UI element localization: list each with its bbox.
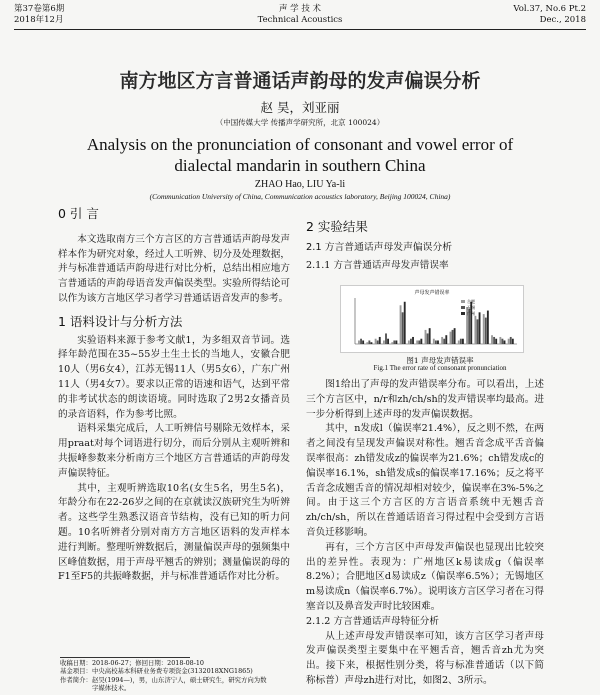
bar-广州-8	[429, 328, 431, 344]
bar-广州-17	[504, 340, 506, 344]
journal-name-en: Technical Acoustics	[257, 15, 343, 25]
bar-无锡-4	[393, 340, 395, 344]
subsection-2-1-1-heading: 2.1.1 方言普通话声母发声错误率	[306, 259, 449, 271]
footnote-author-cont: 字媒体技术。	[92, 684, 131, 693]
bar-无锡-3	[385, 333, 387, 344]
bar-无锡-9	[435, 340, 437, 344]
bar-合肥-1	[366, 342, 368, 344]
bar-合肥-15	[483, 314, 485, 344]
bar-无锡-7	[418, 340, 420, 344]
section-2-heading: 2 实验结果	[306, 219, 368, 234]
header-right	[513, 4, 586, 26]
legend-swatch-2	[461, 312, 465, 315]
bar-合肥-10	[441, 337, 443, 344]
bar-无锡-6	[410, 339, 412, 344]
subsection-2-1-2-heading: 2.1.2 方言普通话声母特征分析	[306, 615, 439, 627]
legend-swatch-0	[461, 300, 465, 303]
chart-title: 声母发声错误率	[414, 290, 450, 296]
figure-1-chart	[340, 285, 524, 353]
bar-广州-16	[495, 339, 497, 344]
result-paragraph-4: 从上述声母发声错误率可知，该方言区学习者声母发声偏误类型主要集中在平翘舌音，翘舌音zh尤为突出。接下来，根据性别分类，将与标准普通话（以下简称标普）声母zh进行对比，如图2、3所示。	[306, 630, 544, 686]
bar-无锡-2	[377, 340, 379, 344]
bar-chart	[341, 286, 523, 352]
footnote-fund: 基金项目：中央高校基本科研业务费专项资金(3132018XNG1865)	[60, 667, 253, 676]
legend-label-1: 无锡	[467, 305, 475, 310]
bar-合肥-6	[408, 340, 410, 344]
volume-issue-en: Vol.37, No.6 Pt.2	[513, 4, 586, 14]
bar-合肥-0	[358, 340, 360, 344]
section-1-heading: 1 语料设计与分析方法	[58, 313, 183, 329]
paper-title-zh: 南方地区方言普通话声韵母的发声偏误分析	[119, 70, 481, 92]
bar-合肥-7	[416, 340, 418, 344]
title-en-line-1: Analysis on the pronunciation of consonant and vowel error of	[86, 135, 514, 154]
affiliation-zh: （中国传媒大学 传播声学研究所，北京 100024）	[215, 118, 385, 127]
legend-label-2: 广州	[467, 311, 475, 316]
bar-合肥-5	[400, 305, 402, 344]
method-paragraph-1: 实验语料来源于参考文献1，为多组双音节词。选择年龄范围在35~55岁土生土长的当地人，安徽合肥10人（男6女4），江苏无锡11人（男5女6），广东广州11人（男4女7）。要求以正常的语速和语气，达到平常的非考试状态的朗读语境。同时选取了2男2女播音员的录音语料，作为参考比照。	[58, 334, 290, 420]
bar-合肥-4	[391, 342, 393, 344]
figure-1-caption-zh: 图1 声母发声错误率	[406, 356, 474, 365]
result-paragraph-2: 其中，n发成l（偏误率21.4%），反之则不然，在两者之间没有呈现发声偏误对称性。翘舌音念成平舌音偏误率很高：zh错发成z的偏误率为21.6%；ch错发成c的偏误率16.1%，sh错发成s的偏误率17.16%；反之将平舌音念成翘舌音的情况却相对较少，偏误率在3%-5%之间。由于这三个方言区的方言语音系统中无翘舌音zh/ch/sh，所以在普通话语音习得过程中会受到方言语音负迁移影响。	[306, 423, 544, 538]
bar-合肥-18	[508, 339, 510, 344]
header-rule	[14, 29, 586, 30]
footnote-rule	[60, 657, 190, 658]
right-column-top	[306, 220, 544, 273]
bar-无锡-11	[452, 330, 454, 344]
figure-1-caption-en: Fig.1 The error rate of consonant pronunciation	[373, 364, 507, 372]
bar-广州-12	[462, 339, 464, 344]
bar-合肥-14	[474, 316, 476, 344]
bar-合肥-17	[499, 337, 501, 344]
right-column-bottom	[306, 378, 544, 689]
bar-无锡-17	[501, 339, 503, 344]
bar-合肥-2	[375, 339, 377, 344]
bar-广州-14	[479, 312, 481, 344]
bar-广州-3	[387, 339, 389, 344]
running-header	[14, 4, 586, 30]
bar-无锡-8	[427, 333, 429, 344]
journal-name-zh: 声 学 技 术	[278, 4, 322, 14]
issue-date-en: Dec., 2018	[539, 15, 586, 25]
bar-无锡-1	[368, 340, 370, 344]
bar-广州-11	[454, 328, 456, 344]
legend-label-0: 合肥	[467, 299, 475, 304]
bar-无锡-12	[460, 339, 462, 344]
bar-广州-6	[412, 337, 414, 344]
bar-合肥-12	[458, 340, 460, 344]
paper-title-en	[40, 134, 560, 176]
bar-广州-9	[437, 340, 439, 344]
footnote-received: 收稿日期：2018-06-27；修回日期：2018-08-10	[60, 659, 204, 667]
header-center	[14, 4, 586, 26]
intro-paragraph: 本文选取南方三个方言区的方言普通话声韵母发声样本作为研究对象，经过人工听辨、切分及处理数据，并与标准普通话声韵母进行对比分析，总结出相应地方言普通话的声韵母语音发声偏误类型。实验所得结论可以作为该方言地区学习者学习普通话语音发声的参考。	[58, 233, 290, 304]
bar-广州-7	[420, 339, 422, 344]
legend-swatch-1	[461, 306, 465, 309]
bar-广州-5	[404, 302, 406, 344]
footnote-author: 作者简介：赵昊(1994—)，男，山东济宁人，硕士研究生，研究方向为数	[60, 675, 267, 684]
issue-date: 2018年12月	[14, 15, 64, 25]
bar-无锡-5	[402, 312, 404, 344]
title-en-line-2: dialectal mandarin in southern China	[174, 156, 426, 175]
bar-合肥-8	[425, 330, 427, 344]
result-paragraph-1: 图1给出了声母的发声错误率分布。可以看出，上述三个方言区中，n/r和zh/ch/sh的发声错误率均最高。进一步分析得到上述声母的发声偏误数据。	[306, 379, 544, 420]
bar-无锡-16	[493, 337, 495, 344]
bar-无锡-0	[360, 339, 362, 344]
method-paragraph-3: 其中，主观听辨选取10名(女生5名，男生5名)，年龄分布在22-26岁之间的在京就读汉族研究生为听辨者。这些学生熟悉汉语音节结构，没有已知的听力问题。10名听辨者分别对南方方言地区语料的发声样本进行判断。整理听辨数据后，测量偏误声母的强频集中区峰值数据，用于声母平翘舌的辨别；测量偏误韵母的F1至F5的共振峰数据，并与标准普通话作对比分析。	[58, 482, 290, 583]
bar-无锡-14	[477, 319, 479, 344]
result-paragraph-3: 再有，三个方言区中声母发声偏误也显现出比较突出的差异性。表现为：广州地区k易读成g（偏误率8.2%）；合肥地区d易读成z（偏误率6.5%）；无锡地区m易读成n（偏误率6.7%）。说明该方言区学习者在习得塞音以及鼻音发声时比较困难。	[306, 541, 544, 612]
volume-issue: 第37卷第6期	[14, 4, 65, 14]
left-column	[58, 207, 290, 585]
bar-合肥-9	[433, 339, 435, 344]
bar-合肥-11	[450, 332, 452, 344]
bar-广州-10	[445, 335, 447, 344]
chart-bars	[358, 302, 514, 344]
bar-合肥-16	[491, 335, 493, 344]
bar-广州-4	[395, 340, 397, 344]
bar-广州-2	[379, 337, 381, 344]
bar-广州-18	[512, 339, 514, 344]
bar-广州-15	[487, 311, 489, 344]
bar-广州-1	[371, 342, 373, 344]
chart-legend	[461, 298, 475, 316]
method-paragraph-2: 语料采集完成后，人工听辨信号剔除无效样本，采用praat对每个词语进行切分，而后分别从主观听辨和共振峰参数来分析南方三个地区方言普通话的声韵母发声偏误特征。	[58, 423, 290, 479]
authors-en: ZHAO Hao, LIU Ya-li	[254, 179, 346, 190]
authors-zh: 赵 昊，刘亚丽	[260, 100, 340, 115]
section-introduction-heading: 0 引 言	[58, 206, 99, 221]
footnote	[60, 659, 290, 693]
bar-广州-0	[362, 340, 364, 344]
bar-合肥-3	[383, 340, 385, 344]
affiliation-en: (Communication University of China, Communication acoustics laboratory, Beijing 100024, China)	[149, 192, 451, 201]
bar-无锡-10	[443, 339, 445, 344]
bar-无锡-15	[485, 318, 487, 344]
subsection-2-1-heading: 2.1 方言普通话声母发声偏误分析	[306, 241, 453, 253]
bar-无锡-18	[510, 337, 512, 344]
